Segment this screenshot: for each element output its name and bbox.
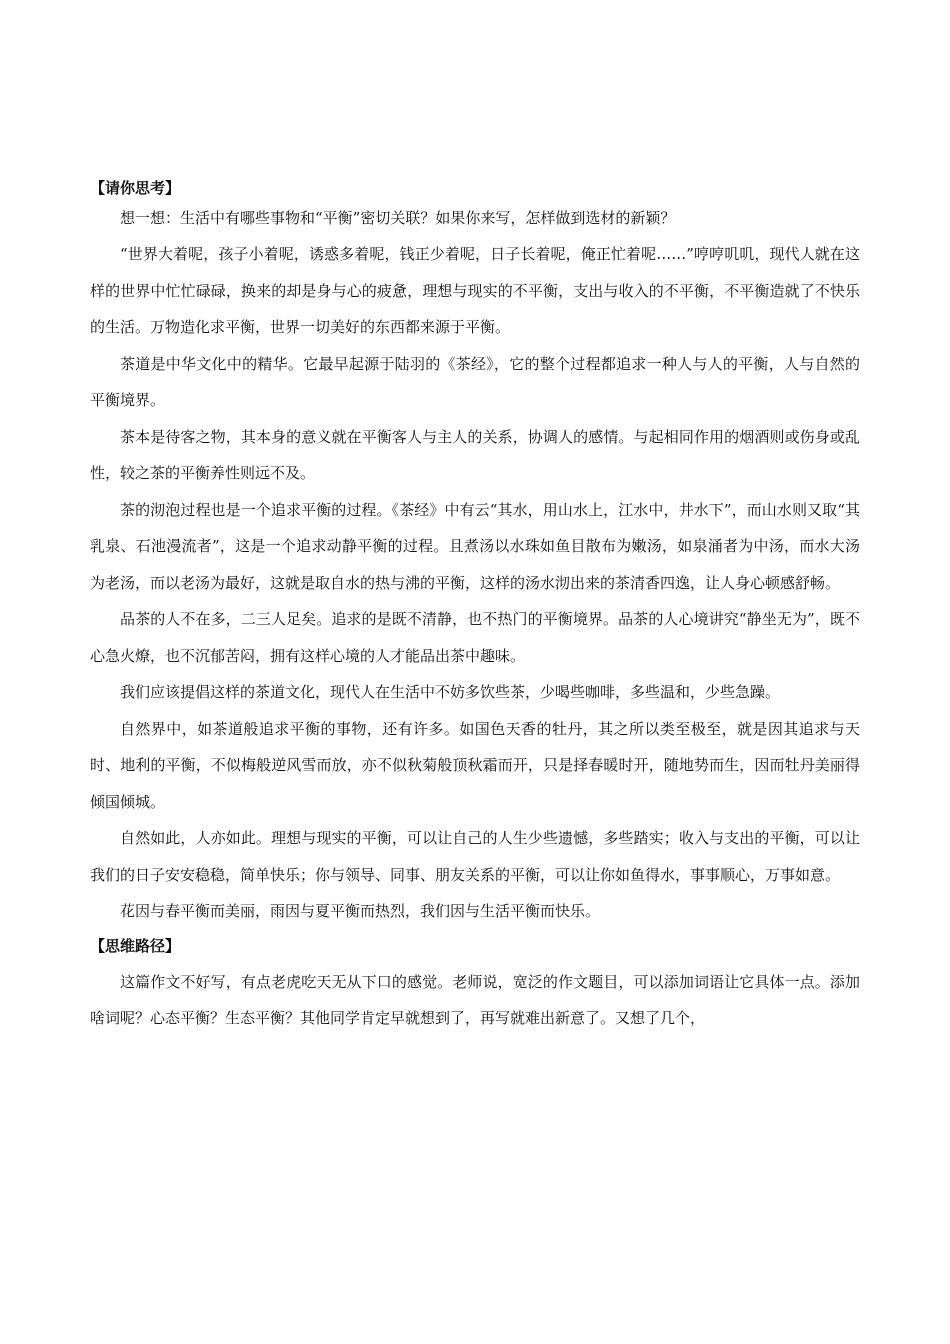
paragraph-tea-tasting: 品茶的人不在多，二三人足矣。追求的是既不清静，也不热门的平衡境界。品茶的人心境讲究“静坐无为”，既不心急火燎，也不沉郁苦闷，拥有这样心境的人才能品出茶中趣味。: [90, 610, 860, 665]
paragraph-conclusion: 花因与春平衡而美丽，雨因与夏平衡而热烈，我们因与生活平衡而快乐。: [120, 902, 601, 920]
paragraph-intro: “世界大着呢，孩子小着呢，诱惑多着呢，钱正少着呢，日子长着呢，俺正忙着呢……”哼哼叽叽，现代人就在这样的世界中忙忙碌碌，换来的却是身与心的疲惫，理想与现实的不平衡，支出与收入的不平衡，不平衡造就了不快乐的生活。万物造化求平衡，世界一切美好的东西都来源于平衡。: [90, 245, 860, 336]
paragraph-question: 想一想：生活中有哪些事物和“平衡”密切关联？如果你来写，怎样做到选材的新颖？: [120, 209, 676, 227]
section-heading-thinking-path: 【思维路径】: [90, 936, 181, 955]
paragraph-tea-brewing: 茶的沏泡过程也是一个追求平衡的过程。《茶经》中有云“其水，用山水上，江水中，井水下”，而山水则又取“其乳泉、石池漫流者”，这是一个追求动静平衡的过程。且煮汤以水珠如鱼目散布为嫩汤，如泉涌者为中汤，而水大汤为老汤，而以老汤为最好，这就是取自水的热与沸的平衡，这样的汤水沏出来的茶清香四逸，让人身心顿感舒畅。: [90, 500, 860, 592]
paragraph-thinking-path: 这篇作文不好写，有点老虎吃天无从下口的感觉。老师说，宽泛的作文题目，可以添加词语让它具体一点。添加啥词呢？心态平衡？生态平衡？其他同学肯定早就想到了，再写就难出新意了。又想了几个，: [90, 972, 860, 1027]
section-heading-think: 【请你思考】: [90, 179, 181, 197]
paragraph-life-balance: 自然如此，人亦如此。理想与现实的平衡，可以让自己的人生少些遗憾，多些踏实；收入与支出的平衡，可以让我们的日子安安稳稳，简单快乐；你与领导、同事、朋友关系的平衡，可以让你如鱼得水，事事顺心，万事如意。: [90, 829, 860, 884]
paragraph-peony: 自然界中，如茶道般追求平衡的事物，还有许多。如国色天香的牡丹，其之所以类至极至，就是因其追求与天时、地利的平衡，不似梅般逆风雪而放，亦不似秋菊般顶秋霜而开，只是择春暖时开，随地势而生，因而牡丹美丽得倾国倾城。: [90, 719, 860, 811]
paragraph-tea-ceremony: 茶道是中华文化中的精华。它最早起源于陆羽的《茶经》，它的整个过程都追求一种人与人的平衡，人与自然的平衡境界。: [90, 354, 860, 409]
paragraph-tea-culture: 我们应该提倡这样的茶道文化，现代人在生活中不妨多饮些茶，少喝些咖啡，多些温和，少些急躁。: [120, 683, 781, 701]
document-page: [90, 178, 860, 1037]
paragraph-tea-host: 茶本是待客之物，其本身的意义就在平衡客人与主人的关系，协调人的感情。与起相同作用的烟酒则或伤身或乱性，较之茶的平衡养性则远不及。: [90, 427, 860, 482]
